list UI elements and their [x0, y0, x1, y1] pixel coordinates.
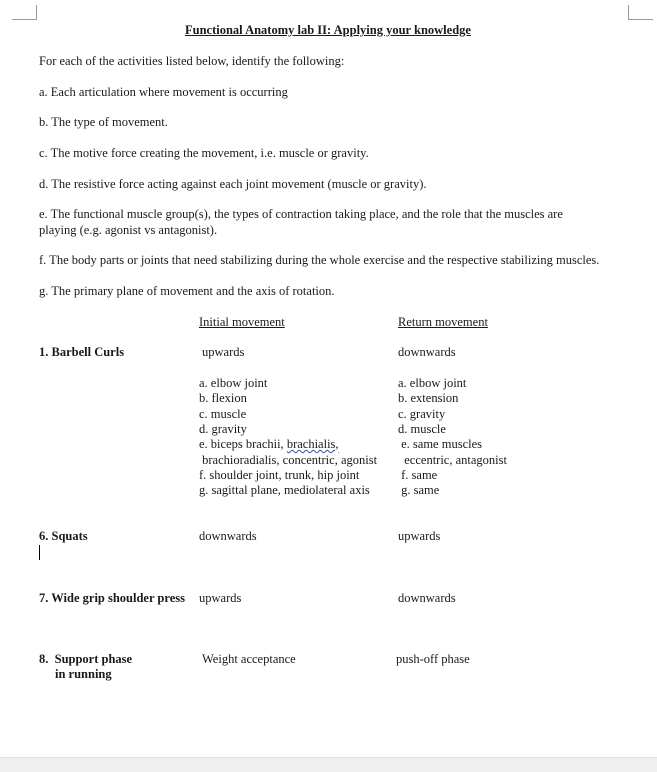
squats-initial: downwards [199, 529, 257, 543]
instruction-e-cont: playing (e.g. agonist vs antagonist). [39, 223, 218, 237]
intro-text: For each of the activities listed below, identify the following: [39, 54, 345, 68]
exercise-running-line2: in running [55, 667, 112, 681]
barbell-return-b: b. extension [398, 391, 459, 405]
instruction-b: b. The type of movement. [39, 115, 168, 129]
barbell-initial-b: b. flexion [199, 391, 247, 405]
barbell-return-g: g. same [398, 483, 440, 497]
barbell-initial-f: f. shoulder joint, trunk, hip joint [199, 468, 360, 482]
exercise-barbell-curls: 1. Barbell Curls [39, 345, 125, 359]
barbell-return-d: d. muscle [398, 422, 446, 436]
margin-corner-left [12, 5, 37, 20]
press-initial: upwards [199, 591, 242, 605]
press-return: downwards [398, 591, 456, 605]
barbell-initial: upwards [202, 345, 245, 359]
instruction-f: f. The body parts or joints that need stabilizing during the whole exercise and the respective stabilizing muscles. [39, 253, 600, 267]
barbell-return-f: f. same [398, 468, 438, 482]
exercise-running-line1: 8. Support phase [39, 652, 133, 666]
running-initial: Weight acceptance [202, 652, 296, 666]
exercise-shoulder-press: 7. Wide grip shoulder press [39, 591, 185, 605]
barbell-initial-g: g. sagittal plane, mediolateral axis [199, 483, 370, 497]
status-bar [0, 757, 657, 772]
barbell-initial-e-text: e. biceps brachii, [199, 437, 287, 451]
barbell-return-c: c. gravity [398, 407, 446, 421]
column-header-return: Return movement [398, 315, 488, 329]
instruction-c: c. The motive force creating the movement, i.e. muscle or gravity. [39, 146, 369, 160]
column-header-initial: Initial movement [199, 315, 285, 329]
barbell-initial-d: d. gravity [199, 422, 247, 436]
barbell-return-a: a. elbow joint [398, 376, 467, 390]
instruction-g: g. The primary plane of movement and the axis of rotation. [39, 284, 335, 298]
barbell-initial-e [199, 437, 339, 452]
barbell-return: downwards [398, 345, 456, 359]
spelling-flag-brachialis[interactable]: brachialis, [286, 437, 339, 451]
margin-corner-right [628, 5, 653, 20]
barbell-initial-e-cont: brachioradialis, concentric, agonist [199, 453, 378, 467]
barbell-initial-c: c. muscle [199, 407, 247, 421]
exercise-squats: 6. Squats [39, 529, 88, 543]
instruction-e: e. The functional muscle group(s), the types of contraction taking place, and the role that the muscles are [39, 207, 563, 221]
text-cursor [39, 545, 40, 560]
barbell-return-e-cont: eccentric, antagonist [398, 453, 507, 467]
barbell-initial-a: a. elbow joint [199, 376, 268, 390]
instruction-d: d. The resistive force acting against each joint movement (muscle or gravity). [39, 177, 427, 191]
instruction-a: a. Each articulation where movement is occurring [39, 85, 288, 99]
squats-return: upwards [398, 529, 441, 543]
doc-title: Functional Anatomy lab II: Applying your knowledge [185, 23, 471, 37]
barbell-return-e: e. same muscles [398, 437, 483, 451]
running-return: push-off phase [396, 652, 470, 666]
